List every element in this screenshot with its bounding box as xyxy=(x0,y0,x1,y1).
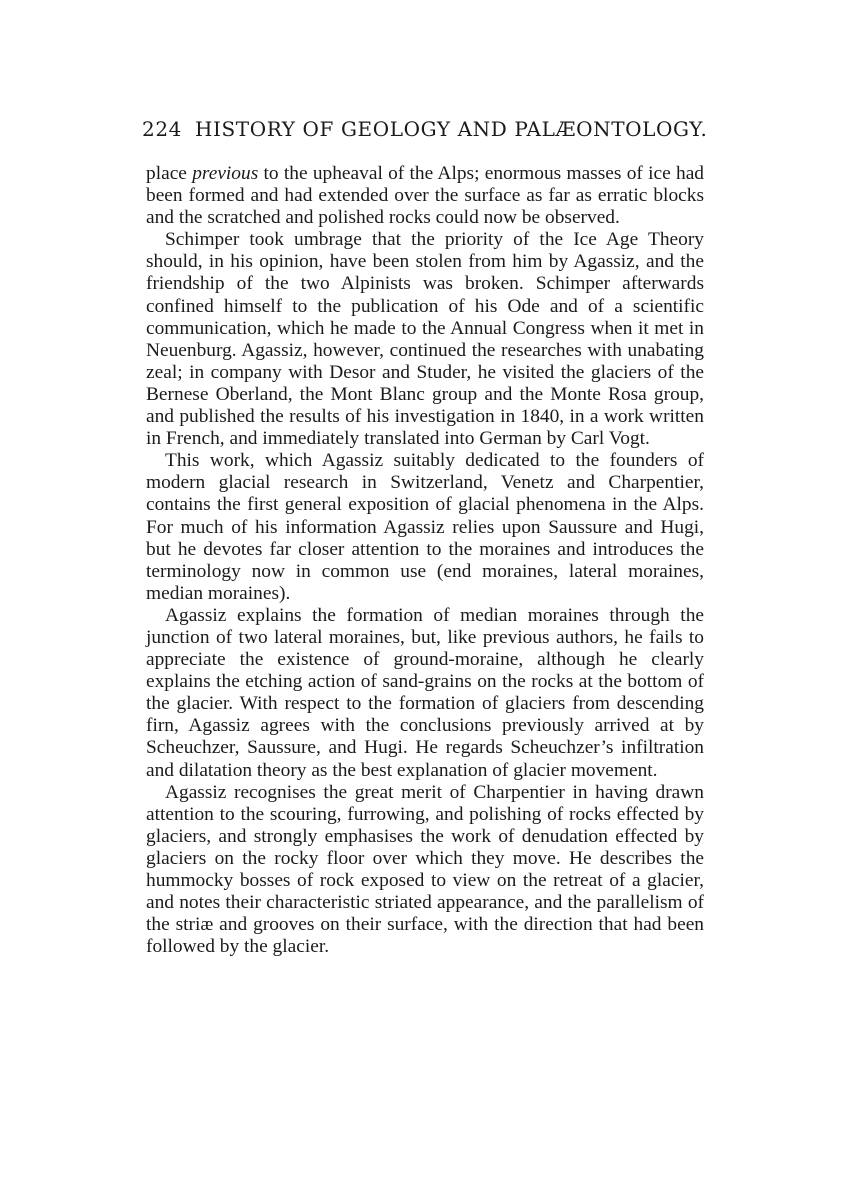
paragraph-5 xyxy=(146,782,704,959)
text-run: Agassiz explains the formation of median moraines through the junction of two lateral moraines, but, like previous authors, he fails to appreciate the existence of ground-moraine, although he clearly explains the etching action of sand-grains on the rocks at the bottom of the glacier. With respect to the formation of glaciers from descending firn, Agassiz agrees with the conclusions previously arrived at by Scheuchzer, Saussure, and Hugi. He regards Scheuchzer’s infiltration and dilatation theory as the best explanation of glacier movement. xyxy=(146,604,704,781)
running-header xyxy=(142,117,708,141)
paragraph-4 xyxy=(146,605,704,782)
paragraph-3 xyxy=(146,450,704,605)
paragraph-1 xyxy=(146,163,704,229)
text-run: to the upheaval of the Alps; enormous masses of ice had been formed and had extended over the surface as far as erratic blocks and the scratched and polished rocks could now be observed. xyxy=(146,163,704,229)
text-run: Schimper took umbrage that the priority of the Ice Age Theory should, in his opinion, have been stolen from him by Agassiz, and the friendship of the two Alpinists was broken. Schimper afterwards confined himself to the publication of his Ode and of a scientific communication, which he made to the Annual Congress when it met in Neuenburg. Agassiz, however, continued the researches with unabating zeal; in company with Desor and Studer, he visited the glaciers of the Bernese Oberland, the Mont Blanc group and the Monte Rosa group, and published the results of his investigation in 1840, in a work written in French, and immediately translated into German by Carl Vogt. xyxy=(146,229,704,450)
text-run: place xyxy=(146,163,193,184)
text-run: Agassiz recognises the great merit of Charpentier in having drawn attention to the scouring, furrowing, and polishing of rocks effected by glaciers, and strongly emphasises the work of denudation effected by glaciers on the rocky floor over which they move. He describes the hummocky bosses of rock exposed to view on the retreat of a glacier, and notes their characteristic striated appearance, and the parallelism of the striæ and grooves on their surface, with the direction that had been followed by the glacier. xyxy=(146,781,704,958)
paragraph-2 xyxy=(146,229,704,450)
italic-text-run: previous xyxy=(192,163,259,184)
text-run: This work, which Agassiz suitably dedicated to the founders of modern glacial research in Switzerland, Venetz and Charpentier, contains the first general exposition of glacial phenomena in the Alps. For much of his information Agassiz relies upon Saussure and Hugi, but he devotes far closer attention to the moraines and introduces the terminology now in common use (end moraines, lateral moraines, median moraines). xyxy=(146,450,704,604)
body-text xyxy=(146,163,704,958)
page-number: 224 xyxy=(142,117,182,141)
running-title: HISTORY OF GEOLOGY AND PALÆONTOLOGY. xyxy=(194,117,708,141)
